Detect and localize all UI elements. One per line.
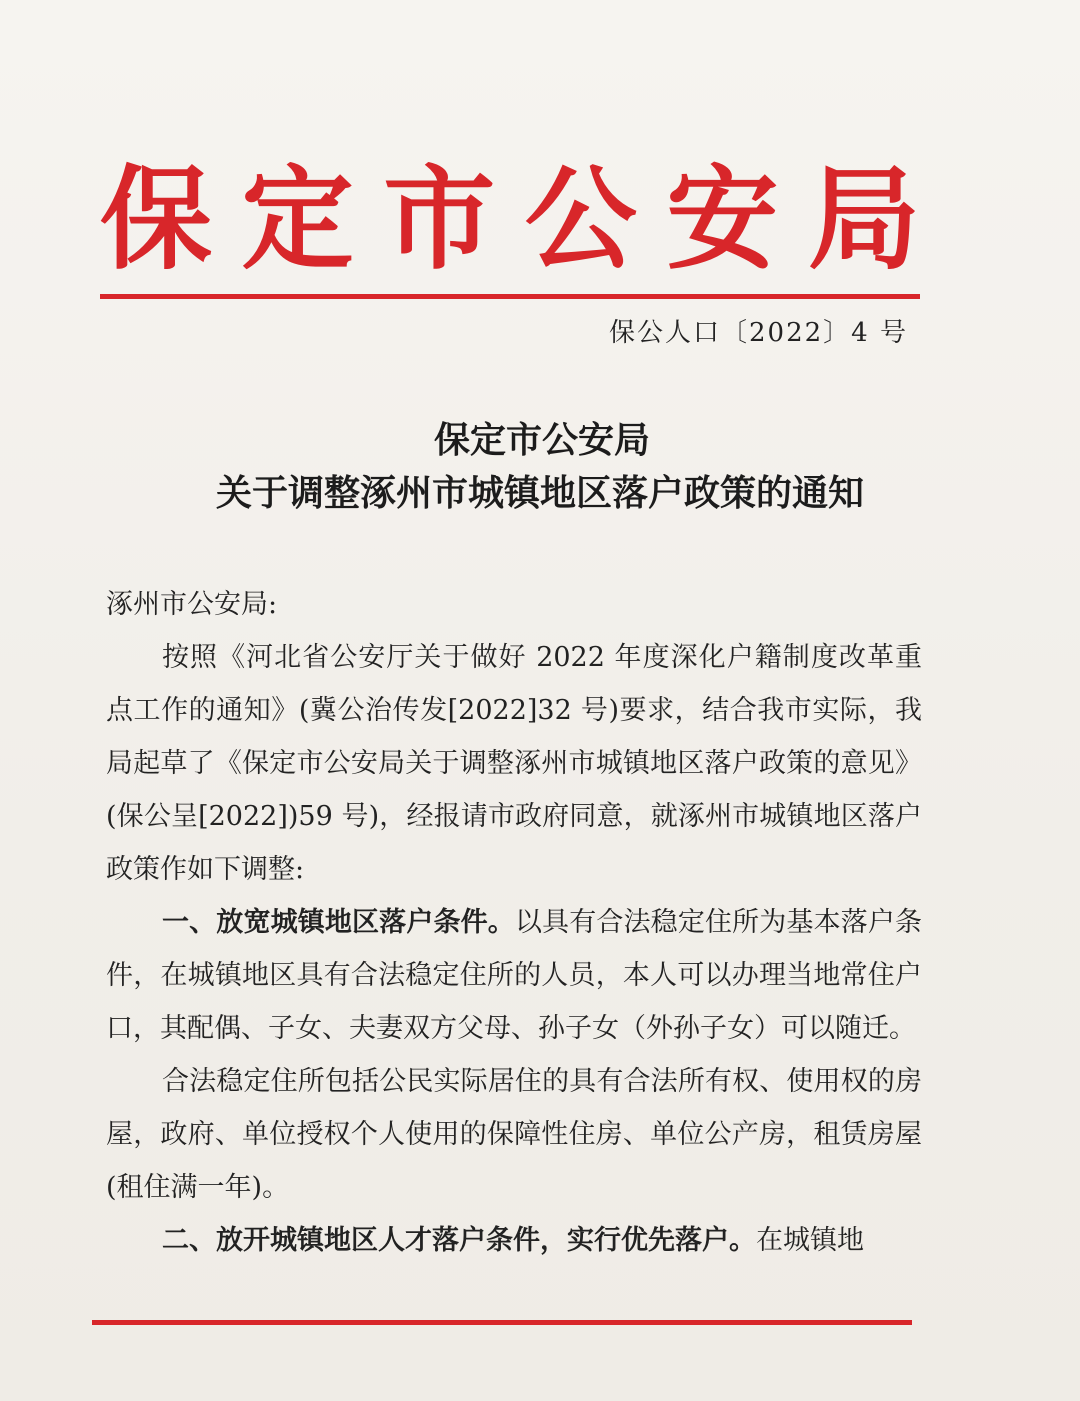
section-2-text: 在城镇地 xyxy=(756,1225,864,1256)
issuer-masthead xyxy=(100,154,920,285)
masthead-char: 公 xyxy=(524,154,637,285)
masthead-char: 市 xyxy=(383,154,496,285)
paragraph-3: 合法稳定住所包括公民实际居住的具有合法所有权、使用权的房屋，政府、单位授权个人使用的保障性住房、单位公产房，租赁房屋(租住满一年)。 xyxy=(106,1066,922,1203)
paragraph-section-1 xyxy=(106,896,922,1055)
salutation: 涿州市公安局: xyxy=(106,589,278,620)
section-1-heading: 一、放宽城镇地区落户条件。 xyxy=(162,907,515,938)
section-1-text: 以具有合法稳定住所为基本落户条件，在城镇地区具有合法稳定住所的人员，本人可以办理当地常住户口，其配偶、子女、夫妻双方父母、孙子女（外孙子女）可以随迁。 xyxy=(106,907,923,1044)
title-line-2: 关于调整涿州市城镇地区落户政策的通知 xyxy=(215,473,864,514)
paragraph-section-2 xyxy=(106,1214,922,1267)
red-divider-top xyxy=(100,294,920,299)
red-divider-bottom xyxy=(92,1320,912,1325)
masthead-char: 安 xyxy=(666,154,779,285)
document-body xyxy=(106,578,922,1267)
document-number: 保公人口〔2022〕4 号 xyxy=(609,318,908,348)
title-line-1: 保定市公安局 xyxy=(433,420,650,461)
masthead-char: 保 xyxy=(100,154,212,285)
masthead-char: 定 xyxy=(241,154,354,285)
masthead-char: 局 xyxy=(807,154,920,285)
section-2-heading: 二、放开城镇地区人才落户条件，实行优先落户。 xyxy=(162,1225,756,1256)
paragraph-1: 按照《河北省公安厅关于做好 2022 年度深化户籍制度改革重点工作的通知》(冀公治传发[2022]32 号)要求，结合我市实际，我局起草了《保定市公安局关于调整涿州市城镇地区落户政策的意见》(保公呈[2022])59 号)，经报请市政府同意，就涿州市城镇地区落户政策作如下调整: xyxy=(106,642,922,885)
